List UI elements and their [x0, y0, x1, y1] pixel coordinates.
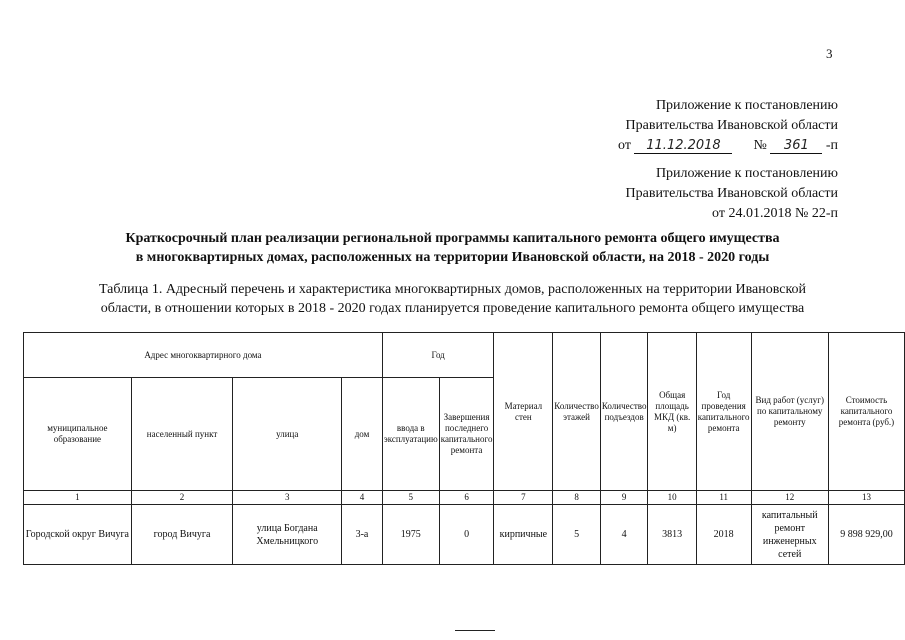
- approval-current: [618, 96, 838, 156]
- header-street: улица: [233, 378, 342, 491]
- number-suffix: -п: [825, 138, 838, 153]
- from-label: от: [618, 138, 631, 153]
- cell-year-last-repair: 0: [439, 505, 494, 565]
- column-number: 12: [751, 491, 828, 505]
- houses-table: [23, 332, 905, 565]
- group-address-header: Адрес многоквартирного дома: [24, 333, 383, 378]
- approval-original: [626, 164, 838, 224]
- column-number: 6: [439, 491, 494, 505]
- cell-work-type: капитальный ремонт инженерных сетей: [751, 505, 828, 565]
- header-entrances: Количество подъездов: [600, 333, 648, 491]
- column-number: 2: [131, 491, 233, 505]
- caption-line1: Таблица 1. Адресный перечень и характеристика многоквартирных домов, расположенных на территории Ивановской: [98, 282, 807, 297]
- approval-original-line2: Правительства Ивановской области: [625, 186, 838, 201]
- column-number: 13: [828, 491, 904, 505]
- column-number: 5: [382, 491, 439, 505]
- header-municipality: муниципальное образование: [24, 378, 132, 491]
- header-floors: Количество этажей: [553, 333, 601, 491]
- column-number-row: [24, 491, 905, 505]
- group-year-header: Год: [382, 333, 494, 378]
- column-number: 11: [696, 491, 751, 505]
- document-title: [60, 229, 845, 267]
- title-line2: в многоквартирных домах, расположенных на территории Ивановской области, на 2018 - 2020 годы: [135, 250, 770, 265]
- cell-house: 3-а: [342, 505, 383, 565]
- column-number: 9: [600, 491, 648, 505]
- cell-cost: 9 898 929,00: [828, 505, 904, 565]
- cell-repair-year: 2018: [696, 505, 751, 565]
- approval-number-handwritten: 361: [770, 138, 822, 154]
- cell-municipality: Городской округ Вичуга: [24, 505, 132, 565]
- page-number: 3: [826, 46, 833, 61]
- header-year-last-repair: Завершения последнего капитального ремонта: [439, 378, 494, 491]
- column-number: 3: [233, 491, 342, 505]
- approval-current-line1: Приложение к постановлению: [655, 98, 838, 113]
- column-number: 8: [553, 491, 601, 505]
- title-line1: Краткосрочный план реализации региональной программы капитального ремонта общего имущества: [125, 231, 780, 246]
- column-number: 1: [24, 491, 132, 505]
- table-caption: [50, 280, 855, 318]
- header-wall-material: Материал стен: [494, 333, 553, 491]
- header-house: дом: [342, 378, 383, 491]
- cell-area: 3813: [648, 505, 696, 565]
- cell-street: улица Богдана Хмельницкого: [233, 505, 342, 565]
- cell-wall-material: кирпичные: [494, 505, 553, 565]
- header-year-built: ввода в эксплуатацию: [382, 378, 439, 491]
- caption-line2: области, в отношении которых в 2018 - 2020 годах планируется проведение капитального ремонта общего имущества: [100, 301, 805, 316]
- approval-date-handwritten: 11.12.2018: [634, 138, 732, 154]
- group-header-row: [24, 333, 905, 378]
- cell-year-built: 1975: [382, 505, 439, 565]
- header-repair-year: Год проведения капитального ремонта: [696, 333, 751, 491]
- header-work-type: Вид работ (услуг) по капитальному ремонту: [751, 333, 828, 491]
- column-number: 10: [648, 491, 696, 505]
- table-row: [24, 505, 905, 565]
- cell-entrances: 4: [600, 505, 648, 565]
- column-number: 4: [342, 491, 383, 505]
- approval-original-line3: от 24.01.2018 № 22-п: [712, 206, 838, 221]
- approval-original-line1: Приложение к постановлению: [655, 166, 838, 181]
- column-number: 7: [494, 491, 553, 505]
- number-label: №: [753, 138, 767, 153]
- header-cost: Стоимость капитального ремонта (руб.): [828, 333, 904, 491]
- header-settlement: населенный пункт: [131, 378, 233, 491]
- bottom-divider: [455, 630, 495, 631]
- approval-current-line2: Правительства Ивановской области: [625, 118, 838, 133]
- approval-current-date-line: [618, 136, 838, 156]
- header-area: Общая площадь МКД (кв. м): [648, 333, 696, 491]
- cell-floors: 5: [553, 505, 601, 565]
- cell-settlement: город Вичуга: [131, 505, 233, 565]
